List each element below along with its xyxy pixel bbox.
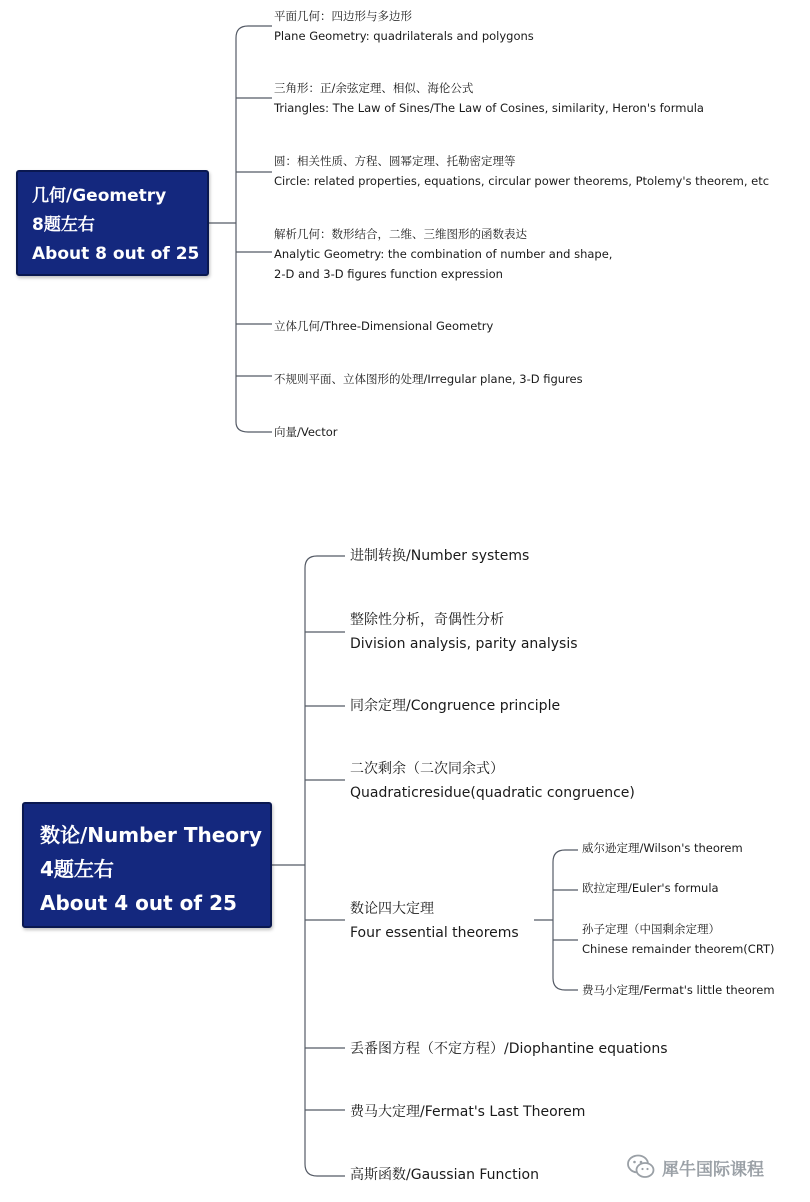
geometry-item-triangles-en: Triangles: The Law of Sines/The Law of Cosines, similarity, Heron's formula: [274, 101, 704, 115]
nt-item-gaussian: [350, 1163, 539, 1187]
theorem-wilson: [582, 838, 743, 858]
theorem-fermat-little: [582, 980, 775, 1000]
nt-item-four-theorems: [350, 897, 519, 945]
number-theory-root-title: 数论/Number Theory: [40, 823, 262, 847]
theorem-crt: [582, 919, 775, 959]
nt-item-division-zh: 整除性分析，奇偶性分析: [350, 612, 504, 628]
geometry-root-title: 几何/Geometry: [32, 186, 167, 206]
theorem-crt-en: Chinese remainder theorem(CRT): [582, 942, 775, 956]
geometry-item-triangles: [274, 78, 704, 118]
theorem-wilson-text: 威尔逊定理/Wilson's theorem: [582, 841, 743, 855]
nt-item-congruence: [350, 694, 560, 718]
geometry-item-solid-text: 立体几何/Three-Dimensional Geometry: [274, 319, 494, 333]
nt-item-quadratic-residue: [350, 757, 635, 805]
geometry-item-plane-zh: 平面几何：四边形与多边形: [274, 9, 412, 23]
geometry-item-vector-text: 向量/Vector: [274, 425, 338, 439]
nt-item-four-theorems-en: Four essential theorems: [350, 925, 519, 941]
geometry-item-circle-zh: 圆：相关性质、方程、圆幂定理、托勒密定理等: [274, 154, 516, 168]
nt-item-division: [350, 608, 578, 656]
nt-item-diophantine: [350, 1037, 668, 1061]
geometry-item-analytic-en: Analytic Geometry: the combination of number and shape,: [274, 247, 613, 261]
nt-item-diophantine-text: 丢番图方程（不定方程）/Diophantine equations: [350, 1041, 668, 1057]
geometry-item-analytic-en2: 2-D and 3-D figures function expression: [274, 267, 503, 281]
geometry-item-irregular: [274, 369, 583, 389]
wechat-icon: [626, 1152, 656, 1182]
geometry-item-plane: [274, 6, 534, 46]
geometry-item-circle-en: Circle: related properties, equations, circular power theorems, Ptolemy's theorem, etc: [274, 174, 770, 188]
watermark-text: 犀牛国际课程: [662, 1159, 764, 1180]
theorem-euler-text: 欧拉定理/Euler's formula: [582, 881, 719, 895]
nt-item-four-theorems-zh: 数论四大定理: [350, 901, 434, 917]
geometry-item-vector: [274, 422, 338, 442]
theorem-euler: [582, 878, 719, 898]
nt-item-quadratic-residue-en: Quadraticresidue(quadratic congruence): [350, 785, 635, 801]
geometry-item-analytic: [274, 224, 612, 284]
theorem-fermat-little-text: 费马小定理/Fermat's little theorem: [582, 983, 775, 997]
geometry-item-circle: [274, 151, 769, 191]
nt-item-fermat-last: [350, 1100, 585, 1124]
number-theory-root-count: 4题左右: [40, 857, 114, 881]
geometry-item-plane-en: Plane Geometry: quadrilaterals and polygons: [274, 29, 534, 43]
nt-item-fermat-last-text: 费马大定理/Fermat's Last Theorem: [350, 1104, 586, 1120]
geometry-root-node: [16, 170, 209, 276]
nt-item-congruence-text: 同余定理/Congruence principle: [350, 698, 561, 714]
theorem-crt-zh: 孙子定理（中国剩余定理）: [582, 922, 720, 936]
nt-item-number-systems-text: 进制转换/Number systems: [350, 548, 530, 564]
geometry-item-analytic-zh: 解析几何：数形结合，二维、三维图形的函数表达: [274, 227, 527, 241]
geometry-root-count-en: About 8 out of 25: [32, 244, 200, 264]
geometry-item-irregular-text: 不规则平面、立体图形的处理/Irregular plane, 3-D figures: [274, 372, 583, 386]
watermark: [626, 1152, 764, 1182]
number-theory-root-count-en: About 4 out of 25: [40, 891, 237, 915]
nt-item-quadratic-residue-zh: 二次剩余（二次同余式）: [350, 761, 504, 777]
number-theory-root-node: [22, 802, 272, 928]
geometry-item-solid: [274, 316, 493, 336]
nt-item-gaussian-text: 高斯函数/Gaussian Function: [350, 1167, 539, 1183]
nt-item-number-systems: [350, 544, 529, 568]
geometry-root-count: 8题左右: [32, 215, 95, 235]
geometry-item-triangles-zh: 三角形：正/余弦定理、相似、海伦公式: [274, 81, 474, 95]
nt-item-division-en: Division analysis, parity analysis: [350, 636, 578, 652]
